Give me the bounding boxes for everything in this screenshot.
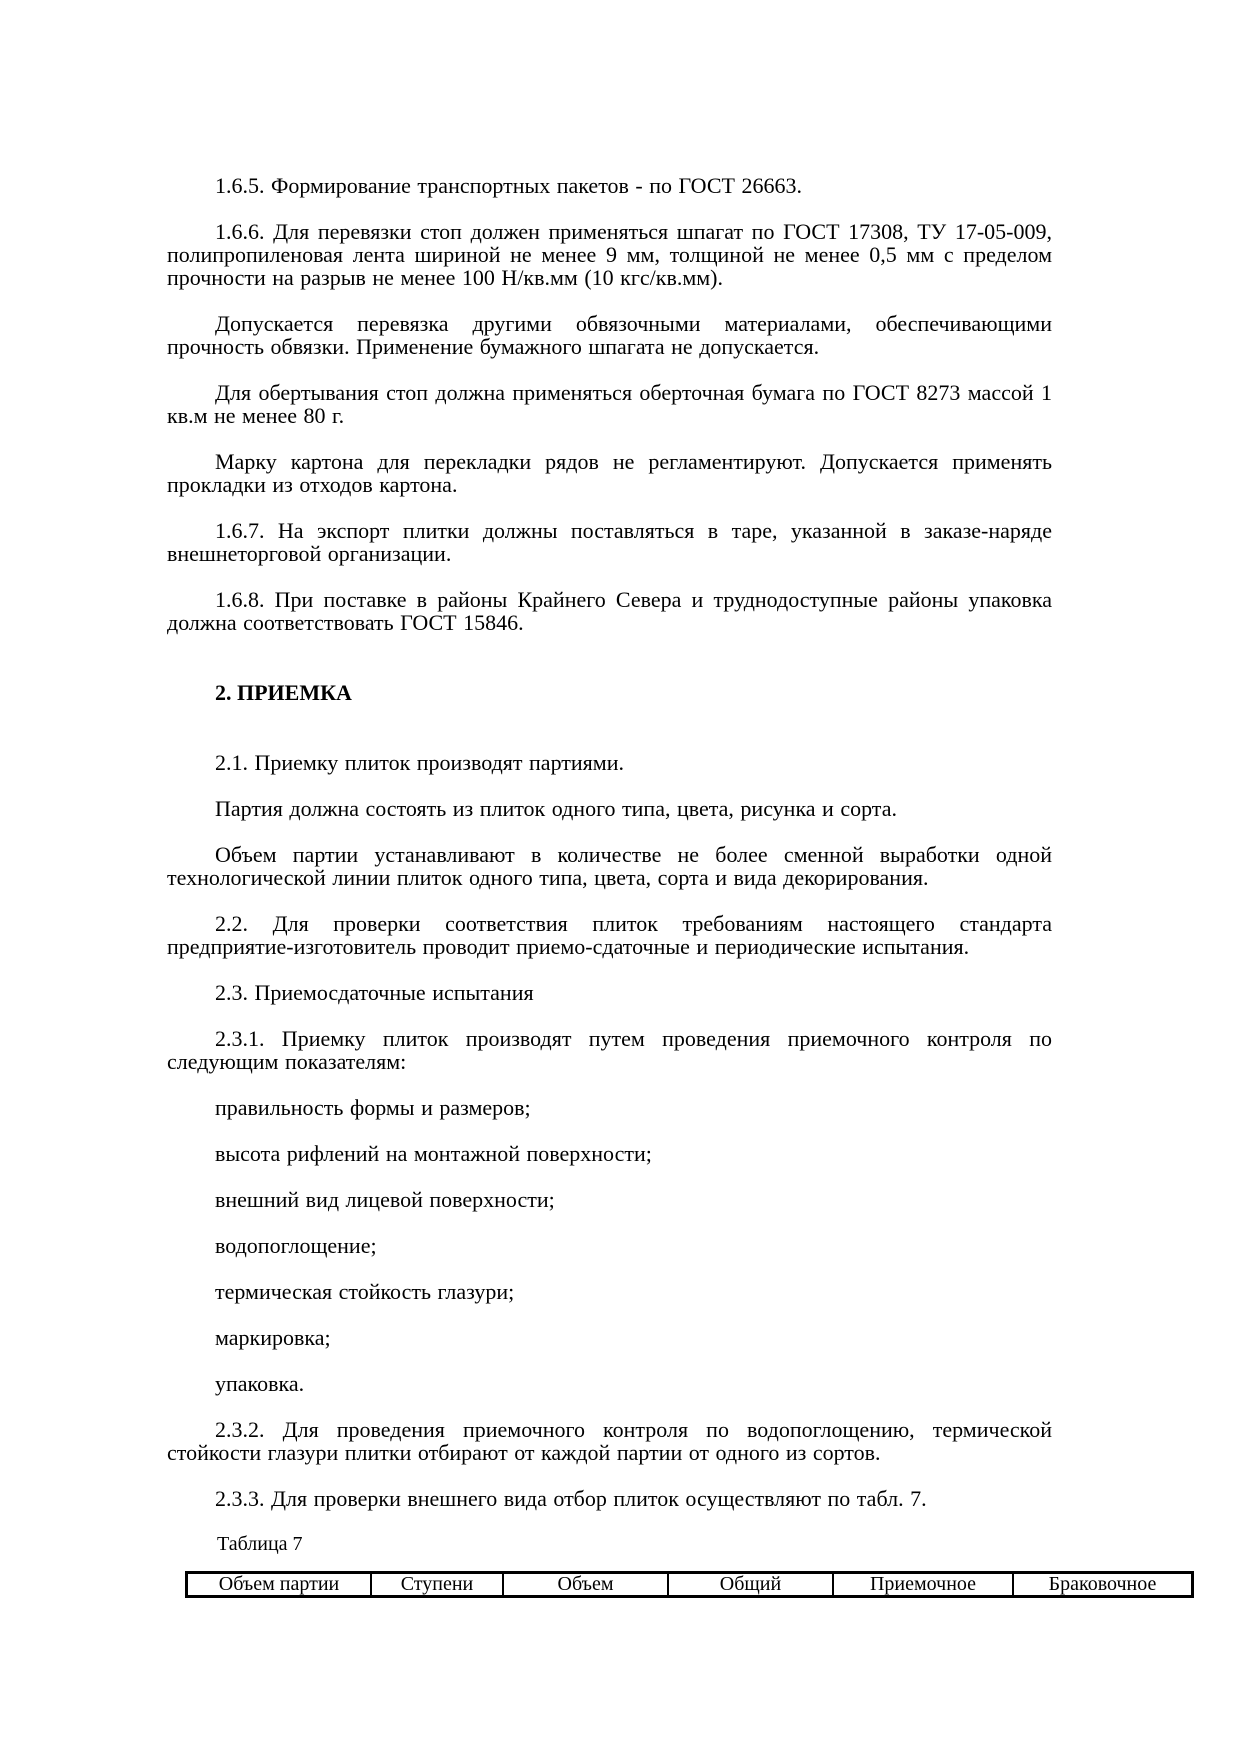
paragraph: 1.6.7. На экспорт плитки должны поставляться в таре, указанной в заказе-наряде внешнеторговой организации. [167, 518, 1052, 566]
paragraph: Партия должна состоять из плиток одного типа, цвета, рисунка и сорта. [215, 796, 897, 821]
paragraph: 2.3.2. Для проведения приемочного контроля по водопоглощению, термической стойкости глазури плитки отбирают от каждой партии от одного из сортов. [167, 1417, 1052, 1465]
paragraph: Допускается перевязка другими обвязочными материалами, обеспечивающими прочность обвязки. Применение бумажного шпагата не допускается. [167, 311, 1052, 359]
document-content [167, 173, 1157, 1598]
paragraph: 2.2. Для проверки соответствия плиток требованиям настоящего стандарта предприятие-изготовитель проводит приемо-сдаточные и периодические испытания. [167, 911, 1052, 959]
list-item: термическая стойкость глазури; [215, 1279, 515, 1304]
table-header-cell: Общий [668, 1573, 833, 1597]
list-item: водопоглощение; [215, 1233, 377, 1258]
paragraph: Для обертывания стоп должна применяться оберточная бумага по ГОСТ 8273 массой 1 кв.м не менее 80 г. [167, 380, 1052, 428]
list-item: высота рифлений на монтажной поверхности; [215, 1141, 652, 1166]
paragraph: 1.6.5. Формирование транспортных пакетов - по ГОСТ 26663. [215, 173, 802, 198]
paragraph: 2.1. Приемку плиток производят партиями. [215, 750, 624, 775]
list-item: внешний вид лицевой поверхности; [215, 1187, 555, 1212]
paragraph: 1.6.6. Для перевязки стоп должен применяться шпагат по ГОСТ 17308, ТУ 17-05-009, полипропиленовая лента шириной не менее 9 мм, толщиной не менее 0,5 мм с пределом прочности на разрыв не менее 100 Н/кв.мм (10 кгс/кв.мм). [167, 219, 1052, 290]
list-item: маркировка; [215, 1325, 331, 1350]
paragraph: Объем партии устанавливают в количестве не более сменной выработки одной технологической линии плиток одного типа, цвета, сорта и вида декорирования. [167, 842, 1052, 890]
paragraph: 2.3.1. Приемку плиток производят путем проведения приемочного контроля по следующим показателям: [167, 1026, 1052, 1074]
table-header-cell: Ступени [371, 1573, 503, 1597]
list-item: упаковка. [215, 1371, 305, 1396]
paragraph: 2.3. Приемосдаточные испытания [215, 980, 534, 1005]
table-header-cell: Объем партии [187, 1573, 372, 1597]
paragraph: Марку картона для перекладки рядов не регламентируют. Допускается применять прокладки из отходов картона. [167, 449, 1052, 497]
table-header-cell: Объем [503, 1573, 668, 1597]
paragraph: 1.6.8. При поставке в районы Крайнего Севера и труднодоступные районы упаковка должна соответствовать ГОСТ 15846. [167, 587, 1052, 635]
table-caption: Таблица 7 [217, 1533, 303, 1555]
table-header-cell: Приемочное [833, 1573, 1013, 1597]
table-header-row [187, 1573, 1193, 1597]
section-heading: 2. ПРИЕМКА [215, 680, 352, 705]
sampling-table [185, 1571, 1194, 1598]
paragraph: 2.3.3. Для проверки внешнего вида отбор плиток осуществляют по табл. 7. [215, 1486, 927, 1511]
list-item: правильность формы и размеров; [215, 1095, 531, 1120]
table-header-cell: Браковочное [1013, 1573, 1193, 1597]
